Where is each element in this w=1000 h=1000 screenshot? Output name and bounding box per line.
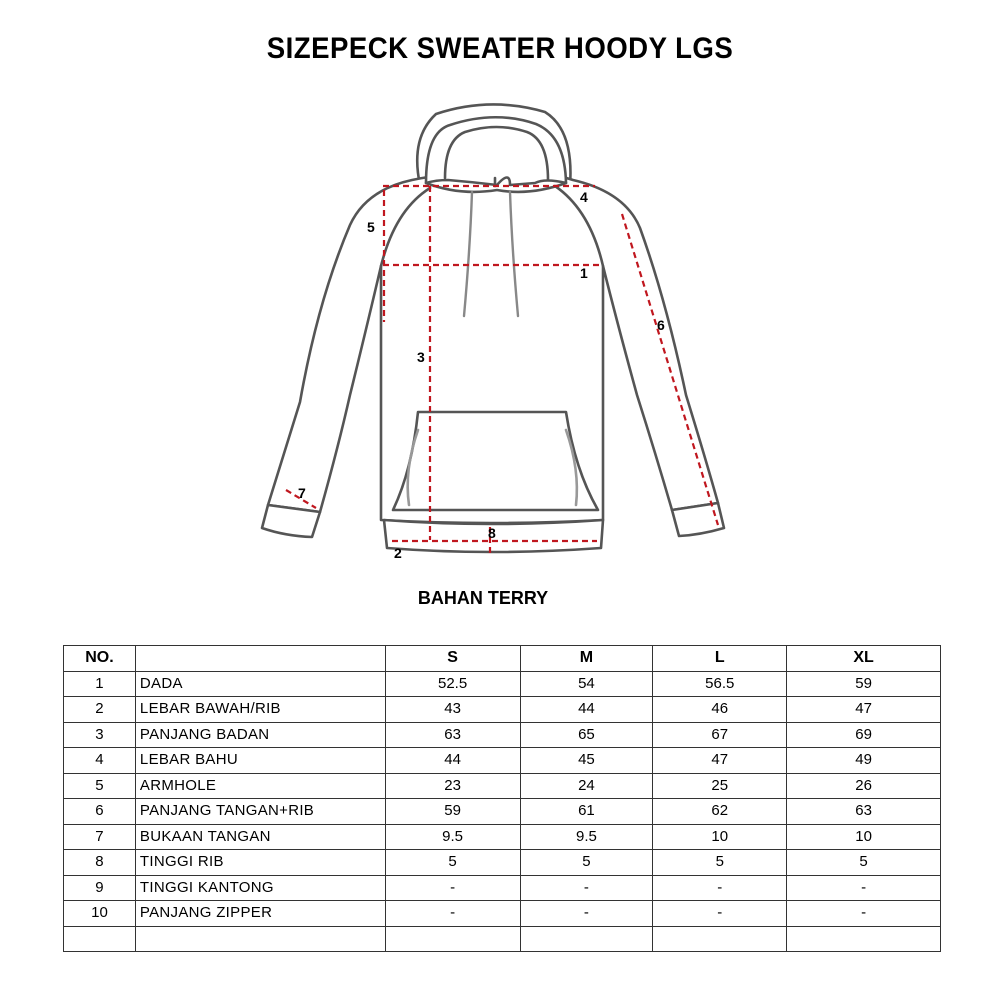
- marker-3: 3: [417, 349, 425, 365]
- cell-m: -: [520, 875, 653, 901]
- cell-s: -: [385, 875, 520, 901]
- cell-no: 8: [64, 850, 136, 876]
- cell-l: 5: [653, 850, 787, 876]
- cell-l: [653, 926, 787, 952]
- cell-xl: 26: [787, 773, 941, 799]
- cell-l: 56.5: [653, 671, 787, 697]
- cell-xl: 59: [787, 671, 941, 697]
- cell-m: -: [520, 901, 653, 927]
- marker-7: 7: [298, 485, 306, 501]
- cell-l: 46: [653, 697, 787, 723]
- cell-m: 9.5: [520, 824, 653, 850]
- cell-l: 62: [653, 799, 787, 825]
- kangaroo-pocket: [393, 412, 598, 510]
- header-size-xl: XL: [787, 646, 941, 672]
- cell-s: 63: [385, 722, 520, 748]
- cell-name: TINGGI KANTONG: [135, 875, 385, 901]
- cell-s: -: [385, 901, 520, 927]
- table-row: [64, 799, 941, 825]
- cell-s: [385, 926, 520, 952]
- header-size-m: M: [520, 646, 653, 672]
- cell-name: PANJANG BADAN: [135, 722, 385, 748]
- marker-2: 2: [394, 545, 402, 561]
- marker-1: 1: [580, 265, 588, 281]
- cell-no: 3: [64, 722, 136, 748]
- cell-s: 5: [385, 850, 520, 876]
- table-row: [64, 850, 941, 876]
- table-header-row: [64, 646, 941, 672]
- header-size-l: L: [653, 646, 787, 672]
- cell-no: 1: [64, 671, 136, 697]
- table-row: [64, 926, 941, 952]
- table-row: [64, 901, 941, 927]
- cell-no: [64, 926, 136, 952]
- table-row: [64, 748, 941, 774]
- table-row: [64, 773, 941, 799]
- cell-m: 24: [520, 773, 653, 799]
- cell-xl: 47: [787, 697, 941, 723]
- marker-5: 5: [367, 219, 375, 235]
- cell-xl: 69: [787, 722, 941, 748]
- header-size-s: S: [385, 646, 520, 672]
- cell-l: 25: [653, 773, 787, 799]
- cell-no: 2: [64, 697, 136, 723]
- cell-name: ARMHOLE: [135, 773, 385, 799]
- cell-xl: -: [787, 875, 941, 901]
- cell-xl: -: [787, 901, 941, 927]
- cell-no: 7: [64, 824, 136, 850]
- cell-name: TINGGI RIB: [135, 850, 385, 876]
- cell-name: LEBAR BAWAH/RIB: [135, 697, 385, 723]
- material-label: BAHAN TERRY: [417, 588, 549, 608]
- header-no: NO.: [64, 646, 136, 672]
- cell-s: 9.5: [385, 824, 520, 850]
- cell-m: 5: [520, 850, 653, 876]
- cell-xl: 63: [787, 799, 941, 825]
- page-title: SIZEPECK SWEATER HOODY LGS: [266, 32, 734, 65]
- cell-l: -: [653, 875, 787, 901]
- cell-no: 5: [64, 773, 136, 799]
- cell-l: 47: [653, 748, 787, 774]
- cell-no: 4: [64, 748, 136, 774]
- cell-name: LEBAR BAHU: [135, 748, 385, 774]
- cell-xl: 10: [787, 824, 941, 850]
- cell-s: 23: [385, 773, 520, 799]
- cell-name: DADA: [135, 671, 385, 697]
- cell-s: 43: [385, 697, 520, 723]
- cell-l: 67: [653, 722, 787, 748]
- hoodie-outline: [262, 104, 724, 552]
- table-row: [64, 697, 941, 723]
- cell-s: 44: [385, 748, 520, 774]
- cell-no: 9: [64, 875, 136, 901]
- cell-l: 10: [653, 824, 787, 850]
- cuff-right: [672, 503, 724, 536]
- cell-m: 61: [520, 799, 653, 825]
- cell-name: PANJANG TANGAN+RIB: [135, 799, 385, 825]
- cell-xl: [787, 926, 941, 952]
- cell-s: 59: [385, 799, 520, 825]
- size-table: [63, 645, 941, 952]
- marker-4: 4: [580, 189, 588, 205]
- cell-m: 44: [520, 697, 653, 723]
- cell-no: 10: [64, 901, 136, 927]
- cell-name: [135, 926, 385, 952]
- marker-6: 6: [657, 317, 665, 333]
- cuff-left: [262, 505, 320, 537]
- cell-m: [520, 926, 653, 952]
- cell-xl: 5: [787, 850, 941, 876]
- table-row: [64, 875, 941, 901]
- cell-name: BUKAAN TANGAN: [135, 824, 385, 850]
- cell-no: 6: [64, 799, 136, 825]
- table-row: [64, 671, 941, 697]
- marker-8: 8: [488, 525, 496, 541]
- cell-l: -: [653, 901, 787, 927]
- cell-m: 45: [520, 748, 653, 774]
- cell-s: 52.5: [385, 671, 520, 697]
- header-measurement: [135, 646, 385, 672]
- cell-name: PANJANG ZIPPER: [135, 901, 385, 927]
- cell-m: 65: [520, 722, 653, 748]
- table-row: [64, 824, 941, 850]
- cell-m: 54: [520, 671, 653, 697]
- cell-xl: 49: [787, 748, 941, 774]
- table-body: [64, 671, 941, 952]
- table-row: [64, 722, 941, 748]
